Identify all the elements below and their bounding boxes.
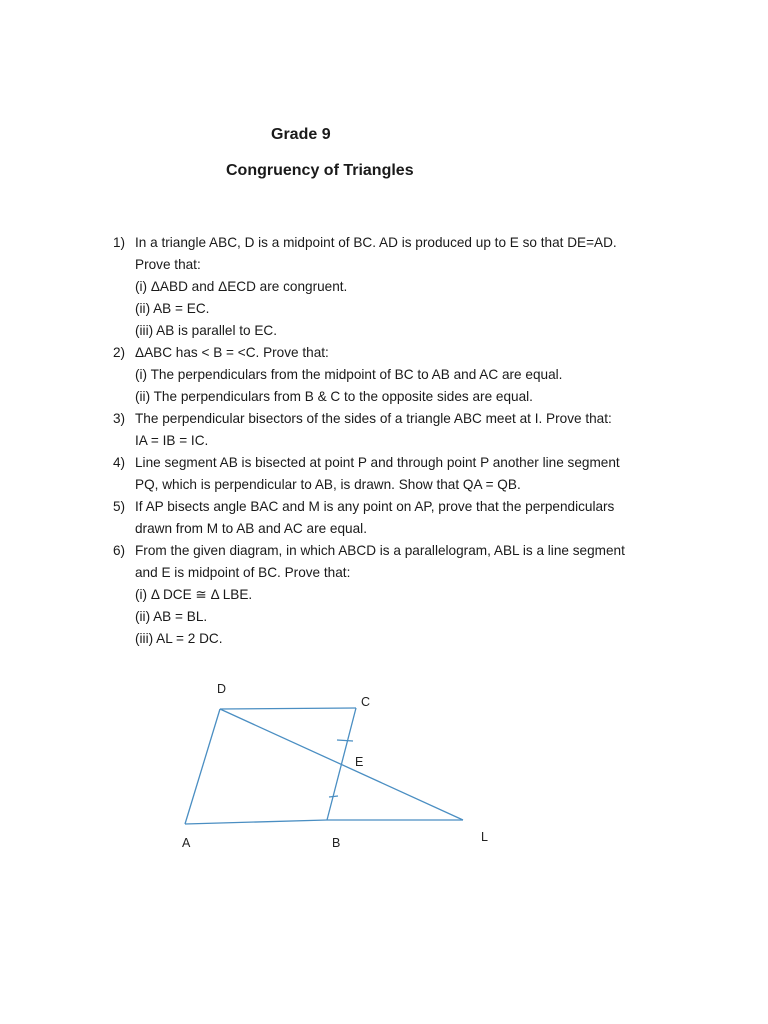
- label-l: L: [481, 830, 488, 844]
- segment-dc: [220, 708, 356, 709]
- question-line: If AP bisects angle BAC and M is any point on AP, prove that the perpendiculars: [135, 499, 615, 514]
- question-line: ΔABC has < B = <C. Prove that:: [135, 345, 329, 360]
- question-line: (iii) AL = 2 DC.: [135, 631, 223, 646]
- question-line: The perpendicular bisectors of the sides of a triangle ABC meet at I. Prove that:: [135, 411, 612, 426]
- question-line: Line segment AB is bisected at point P and through point P another line segment: [135, 455, 620, 470]
- label-c: C: [361, 695, 371, 709]
- question-line: (ii) AB = EC.: [135, 301, 210, 316]
- question-line: In a triangle ABC, D is a midpoint of BC. AD is produced up to E so that DE=AD.: [135, 235, 617, 250]
- label-e: E: [355, 755, 364, 769]
- label-b: B: [332, 836, 341, 850]
- question-line: From the given diagram, in which ABCD is a parallelogram, ABL is a line segment: [135, 543, 625, 558]
- question-line: (iii) AB is parallel to EC.: [135, 323, 278, 338]
- question-line: (ii) The perpendiculars from B & C to the opposite sides are equal.: [135, 389, 533, 404]
- question-number: 5): [113, 499, 126, 514]
- question-line: (i) Δ DCE ≅ Δ LBE.: [135, 587, 253, 602]
- question-line: Prove that:: [135, 257, 201, 272]
- diagram-lines: [185, 708, 463, 824]
- grade-heading: Grade 9: [271, 126, 331, 143]
- question-line: PQ, which is perpendicular to AB, is drawn. Show that QA = QB.: [135, 477, 521, 492]
- question-number: 4): [113, 455, 126, 470]
- tick-mark-eb: [329, 796, 338, 797]
- segment-dl: [220, 709, 463, 820]
- segment-ab: [185, 820, 327, 824]
- segment-da: [185, 709, 220, 824]
- label-d: D: [217, 682, 227, 696]
- question-line: (ii) AB = BL.: [135, 609, 208, 624]
- question-line: and E is midpoint of BC. Prove that:: [135, 565, 351, 580]
- topic-heading: Congruency of Triangles: [226, 162, 414, 179]
- question-number: 3): [113, 411, 126, 426]
- tick-mark-ce: [337, 740, 353, 741]
- question-line: drawn from M to AB and AC are equal.: [135, 521, 367, 536]
- question-line: (i) The perpendiculars from the midpoint of BC to AB and AC are equal.: [135, 367, 563, 382]
- question-line: (i) ΔABD and ΔECD are congruent.: [135, 279, 348, 294]
- question-number: 6): [113, 543, 126, 558]
- label-a: A: [182, 836, 191, 850]
- question-line: IA = IB = IC.: [135, 433, 209, 448]
- question-number: 2): [113, 345, 126, 360]
- question-number: 1): [113, 235, 126, 250]
